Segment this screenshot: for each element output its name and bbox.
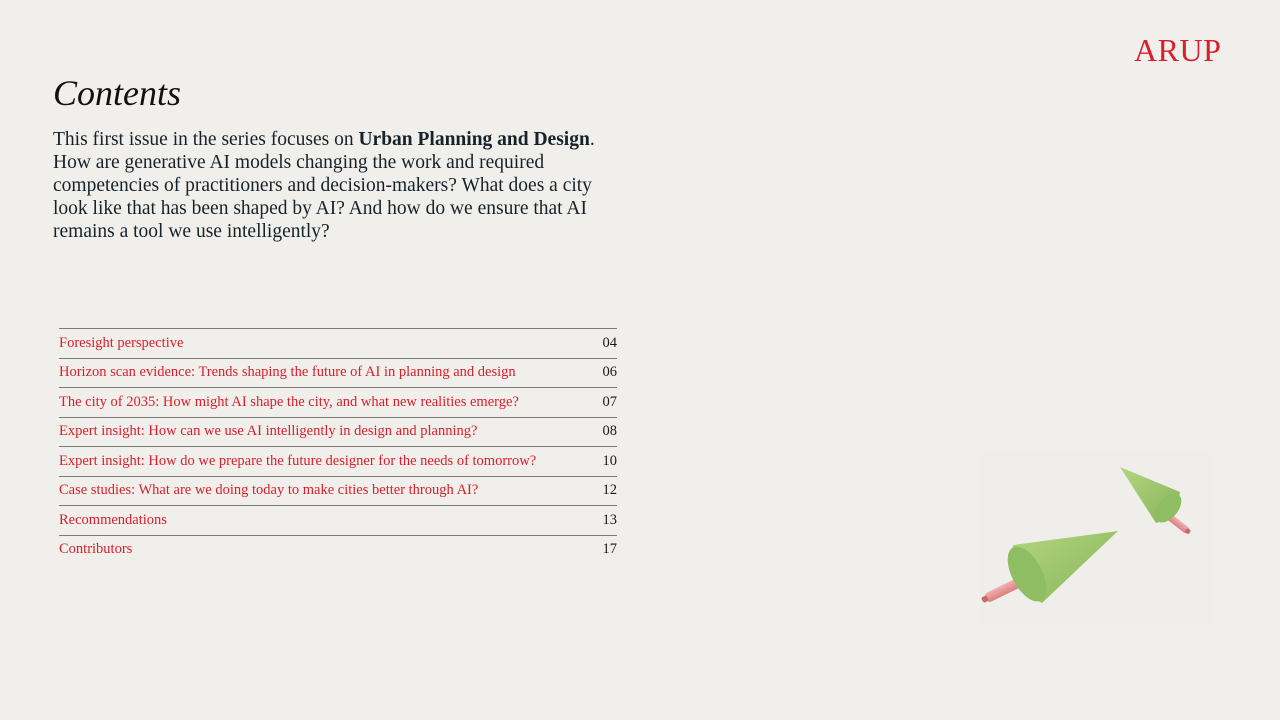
toc-entry-title[interactable]: Expert insight: How do we prepare the future designer for the needs of tomorrow? [59,452,537,469]
toc-row-foresight-perspective[interactable] [59,329,617,359]
table-of-contents [59,328,617,564]
toc-row-contributors[interactable] [59,536,617,565]
toc-row-expert-insight-future-designer[interactable] [59,447,617,477]
toc-row-horizon-scan[interactable] [59,359,617,389]
toc-page-number: 12 [602,482,617,499]
toc-entry-title[interactable]: Foresight perspective [59,334,184,351]
toc-row-city-of-2035[interactable] [59,388,617,418]
toc-row-case-studies[interactable] [59,477,617,507]
toc-entry-title[interactable]: Horizon scan evidence: Trends shaping the future of AI in planning and design [59,364,516,381]
toc-page-number: 10 [602,452,617,469]
cone-pencils-icon [980,452,1212,622]
page-title: Contents [53,73,182,113]
intro-text-rest: . How are generative AI models changing the work and required competencies of practitioners and decision-makers? What does a city look like that has been shaped by AI? And how do we ensure that AI remains a tool we use intelligently? [53,129,595,242]
intro-bold-topic: Urban Planning and Design [358,129,590,150]
intro-paragraph [53,128,623,243]
toc-entry-title[interactable]: Recommendations [59,511,167,528]
toc-page-number: 17 [602,541,617,558]
toc-entry-title[interactable]: Contributors [59,541,133,558]
toc-page-number: 08 [602,423,617,440]
toc-page-number: 13 [602,511,617,528]
toc-page-number: 04 [602,334,617,351]
intro-text-start: This first issue in the series focuses on [53,129,359,150]
toc-row-expert-insight-intelligent-use[interactable] [59,418,617,448]
toc-entry-title[interactable]: Case studies: What are we doing today to make cities better through AI? [59,482,479,499]
arup-logo: ARUP [1134,32,1222,68]
toc-page-number: 06 [602,364,617,381]
toc-entry-title[interactable]: The city of 2035: How might AI shape the city, and what new realities emerge? [59,393,519,410]
toc-row-recommendations[interactable] [59,506,617,536]
cone-pencils-illustration [980,452,1212,622]
toc-page-number: 07 [602,393,617,410]
toc-entry-title[interactable]: Expert insight: How can we use AI intelligently in design and planning? [59,423,478,440]
